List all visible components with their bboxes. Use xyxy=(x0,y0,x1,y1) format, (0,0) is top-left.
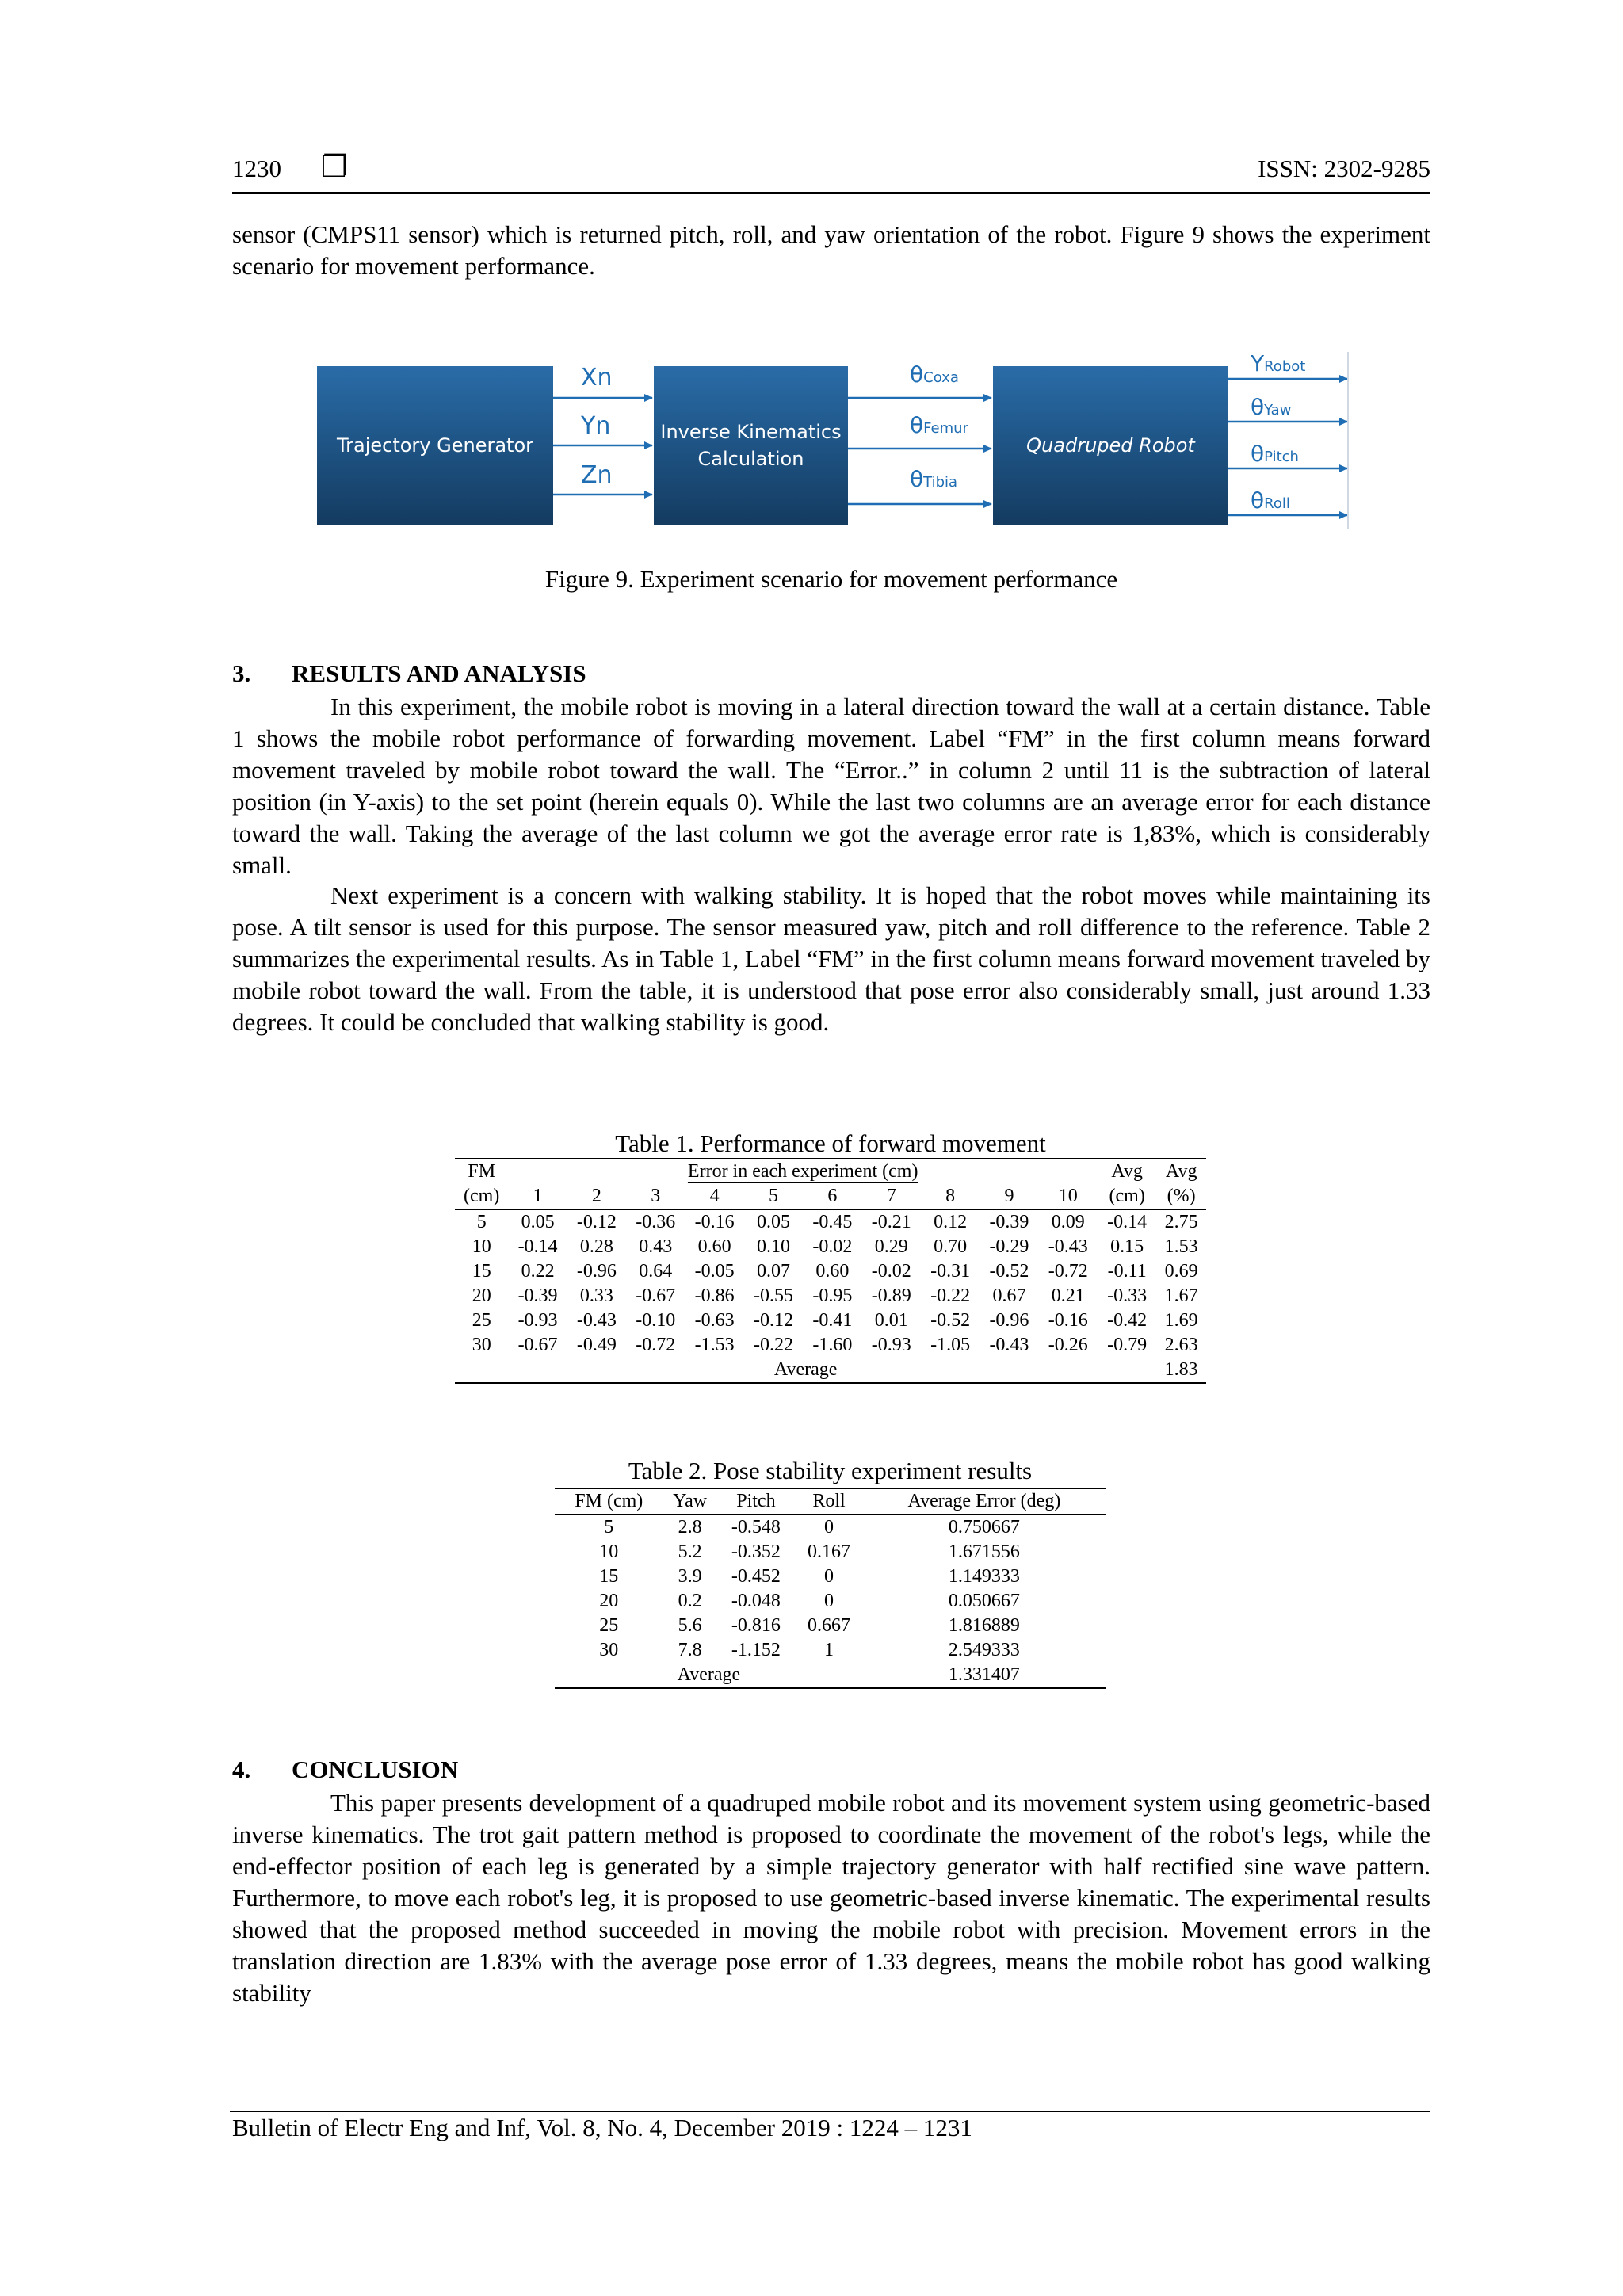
table-cell: 0.2 xyxy=(678,1591,702,1611)
table-cell: 10 xyxy=(472,1236,491,1257)
table-cell: -0.14 xyxy=(1107,1212,1148,1232)
t1-col-header: 5 xyxy=(769,1186,778,1206)
t1-h-fm-unit: (cm) xyxy=(464,1186,500,1206)
table-cell: -0.96 xyxy=(576,1261,617,1282)
table-cell: -1.05 xyxy=(930,1335,971,1355)
page-number: 1230 xyxy=(232,155,281,182)
table-cell: 0.29 xyxy=(874,1236,908,1257)
table-cell: -0.95 xyxy=(812,1286,853,1306)
label-xn: Xn xyxy=(581,364,613,392)
table-cell: 1.816889 xyxy=(948,1615,1020,1636)
table-cell: -0.29 xyxy=(989,1236,1029,1257)
label-theta-roll: θRoll xyxy=(1251,487,1290,514)
t1-h-fm: FM xyxy=(468,1161,496,1182)
table-cell: 0.10 xyxy=(757,1236,790,1257)
table-cell: 0.01 xyxy=(874,1310,908,1331)
section-3-number: 3. xyxy=(232,659,251,687)
table-cell: 0 xyxy=(823,1517,834,1538)
table-1-caption: Table 1. Performance of forward movement xyxy=(615,1129,1046,1157)
table-cell: 0.07 xyxy=(757,1261,790,1282)
table-cell: 15 xyxy=(472,1261,491,1282)
table-cell: 0.22 xyxy=(521,1261,555,1282)
table-cell: -0.72 xyxy=(636,1335,676,1355)
table-cell: -0.79 xyxy=(1107,1335,1148,1355)
table-cell: -0.02 xyxy=(812,1236,853,1257)
t2-col-header: Average Error (deg) xyxy=(907,1491,1061,1511)
section-4-title: CONCLUSION xyxy=(292,1755,459,1783)
table-cell: -0.352 xyxy=(731,1541,781,1562)
t1-col-header: 2 xyxy=(591,1186,601,1206)
table-cell: 30 xyxy=(472,1335,491,1355)
table-cell: 1.67 xyxy=(1164,1286,1198,1306)
table-cell: 20 xyxy=(472,1286,491,1306)
t1-col-header: 10 xyxy=(1058,1186,1078,1206)
table-cell: -0.39 xyxy=(989,1212,1029,1232)
table-cell: -0.72 xyxy=(1048,1261,1088,1282)
t1-col-header: (cm) xyxy=(1109,1186,1145,1206)
table-cell: -0.41 xyxy=(812,1310,853,1331)
table-cell: 25 xyxy=(599,1615,619,1636)
table-row xyxy=(555,1540,1106,1564)
table-cell: 0.21 xyxy=(1051,1286,1085,1306)
table-cell: -0.67 xyxy=(517,1335,558,1355)
table-cell: -0.36 xyxy=(636,1212,676,1232)
table-cell: -0.55 xyxy=(754,1286,793,1306)
table-cell: 3.9 xyxy=(678,1566,702,1587)
table-cell: 0.60 xyxy=(697,1236,731,1257)
section-4-paragraph: This paper presents development of a quadruped mobile robot and its movement system using geometric-based inverse kinematics. The trot gait pattern method is proposed to coordinate the movement of the robot's legs, while the end-effector position of each leg is generated by a simple trajectory generator with half rectified sine wave pattern. Furthermore, to move each robot's leg, it is proposed to use geometric-based inverse kinematic. The experimental results showed that the proposed method succeeded in moving the mobile robot with precision. Movement errors in the translation direction are 1.83% with the average pose error of 1.33 degrees, means the mobile robot has good walking stability xyxy=(232,1789,1430,2007)
label-yn: Yn xyxy=(581,412,611,440)
table-cell: 0.70 xyxy=(934,1236,968,1257)
table-cell: 2.8 xyxy=(678,1517,702,1538)
table-cell: 0.09 xyxy=(1051,1212,1085,1232)
table-cell: -0.86 xyxy=(694,1286,735,1306)
table-cell: -0.11 xyxy=(1107,1261,1147,1282)
issn: ISSN: 2302-9285 xyxy=(1258,155,1430,182)
table-row xyxy=(455,1235,1206,1259)
table-cell: -0.93 xyxy=(871,1335,911,1355)
table-cell: -0.816 xyxy=(731,1615,781,1636)
table-cell: -0.31 xyxy=(930,1261,971,1282)
t1-col-header: 9 xyxy=(1004,1186,1014,1206)
trajectory-generator-block: Trajectory Generator xyxy=(317,366,553,525)
table-cell: 15 xyxy=(599,1566,619,1587)
t2-average-label: Average xyxy=(677,1664,741,1685)
ik-line2: Calculation xyxy=(697,448,804,470)
label-theta-coxa: θCoxa xyxy=(910,361,959,388)
table-cell: -0.93 xyxy=(517,1310,558,1331)
footer-citation: Bulletin of Electr Eng and Inf, Vol. 8, No. 4, December 2019 : 1224 – 1231 xyxy=(232,2114,972,2141)
table-cell: -0.10 xyxy=(636,1310,676,1331)
table-cell: 0.05 xyxy=(757,1212,790,1232)
table-cell: 0.67 xyxy=(992,1286,1026,1306)
table-1 xyxy=(455,1158,1206,1384)
table-cell: 2.549333 xyxy=(948,1640,1020,1660)
table-2-caption: Table 2. Pose stability experiment results xyxy=(628,1457,1033,1484)
table-row xyxy=(555,1638,1106,1663)
label-y-robot: YRobot xyxy=(1251,350,1306,376)
table-cell: 0.33 xyxy=(579,1286,613,1306)
figure-arrows xyxy=(0,0,1623,555)
t1-average-value: 1.83 xyxy=(1164,1359,1198,1380)
table-cell: 2.63 xyxy=(1164,1335,1198,1355)
table-cell: 5 xyxy=(476,1212,487,1232)
table-cell: 0.43 xyxy=(639,1236,673,1257)
t2-col-header: Pitch xyxy=(736,1491,776,1511)
quadruped-robot-block: Quadruped Robot xyxy=(993,366,1228,525)
section-3-paragraph-2: Next experiment is a concern with walking stability. It is hoped that the robot moves while maintaining its pose. A tilt sensor is used for this purpose. The sensor measured yaw, pitch and roll difference to the reference. Table 2 summarizes the experimental results. As in Table 1, Label “FM” in the first column means forward movement traveled by mobile robot toward the wall. From the table, it is understood that pose error also considerably small, just around 1.33 degrees. It could be concluded that walking stability is good. xyxy=(232,881,1430,1036)
table-row xyxy=(455,1259,1206,1284)
table-cell: 1 xyxy=(823,1640,834,1660)
table-cell: 0.12 xyxy=(934,1212,968,1232)
table-cell: 0.64 xyxy=(639,1261,673,1282)
t1-col-header: 8 xyxy=(945,1186,956,1206)
table-cell: 0.28 xyxy=(579,1236,613,1257)
t2-col-header: Yaw xyxy=(673,1491,708,1511)
table-cell: 0.050667 xyxy=(948,1591,1020,1611)
t1-col-header: (%) xyxy=(1167,1186,1196,1206)
table-cell: -0.43 xyxy=(576,1310,617,1331)
t1-col-header: 4 xyxy=(709,1186,720,1206)
table-cell: -1.53 xyxy=(694,1335,735,1355)
table-cell: 0.05 xyxy=(521,1212,555,1232)
table-cell: -0.96 xyxy=(989,1310,1029,1331)
table-row xyxy=(455,1333,1206,1358)
figure-caption: Figure 9. Experiment scenario for movement performance xyxy=(544,565,1118,593)
table-cell: 0.15 xyxy=(1110,1236,1144,1257)
t2-col-header: FM (cm) xyxy=(575,1491,643,1511)
table-cell: 10 xyxy=(599,1541,619,1562)
table-cell: -0.43 xyxy=(989,1335,1029,1355)
label-theta-tibia: θTibia xyxy=(910,466,958,492)
t1-h-error: Error in each experiment (cm) xyxy=(687,1161,918,1182)
table-cell: -0.05 xyxy=(694,1261,735,1282)
t1-col-header: 7 xyxy=(886,1186,896,1206)
table-row xyxy=(555,1589,1106,1614)
table-cell: -0.452 xyxy=(731,1566,781,1587)
table-cell: -0.52 xyxy=(989,1261,1029,1282)
table-cell: 0 xyxy=(823,1566,834,1587)
table-cell: -0.52 xyxy=(930,1310,971,1331)
table-cell: -0.49 xyxy=(576,1335,617,1355)
footer-rule xyxy=(230,2111,1430,2112)
table-cell: 5.6 xyxy=(678,1615,702,1636)
t1-col-header: 1 xyxy=(533,1186,543,1206)
label-theta-yaw: θYaw xyxy=(1251,394,1292,420)
table-cell: -1.60 xyxy=(812,1335,853,1355)
t1-h-avg-pct: Avg xyxy=(1165,1161,1197,1182)
table-cell: 1.149333 xyxy=(948,1566,1020,1587)
table-cell: -0.42 xyxy=(1107,1310,1148,1331)
table-cell: 5.2 xyxy=(678,1541,702,1562)
table-cell: 0.167 xyxy=(807,1541,850,1562)
table-cell: -0.39 xyxy=(517,1286,558,1306)
label-theta-femur: θFemur xyxy=(910,412,968,438)
table-cell: -1.152 xyxy=(731,1640,781,1660)
table-cell: -0.63 xyxy=(694,1310,735,1331)
table-cell: 0.750667 xyxy=(948,1517,1020,1538)
table-cell: 2.75 xyxy=(1164,1212,1198,1232)
table-row xyxy=(555,1564,1106,1589)
t1-col-header: 3 xyxy=(651,1186,661,1206)
label-zn: Zn xyxy=(581,461,613,489)
table-cell: -0.12 xyxy=(754,1310,793,1331)
ik-line1: Inverse Kinematics xyxy=(660,421,842,443)
table-cell: -0.45 xyxy=(812,1212,853,1232)
table-row xyxy=(455,1209,1206,1235)
table-cell: -0.16 xyxy=(694,1212,735,1232)
table-row xyxy=(455,1284,1206,1308)
table-cell: -0.12 xyxy=(576,1212,617,1232)
label-theta-pitch: θPitch xyxy=(1251,441,1299,467)
table-cell: -0.16 xyxy=(1048,1310,1088,1331)
table-cell: -0.67 xyxy=(636,1286,676,1306)
t1-h-avg-cm: Avg xyxy=(1111,1161,1143,1182)
table-cell: 1.69 xyxy=(1164,1310,1198,1331)
t1-average-label: Average xyxy=(773,1359,838,1380)
table-cell: 0 xyxy=(823,1591,834,1611)
table-cell: 7.8 xyxy=(678,1640,702,1660)
table-row xyxy=(555,1515,1106,1540)
table-cell: -0.33 xyxy=(1107,1286,1148,1306)
table-cell: -0.43 xyxy=(1048,1236,1088,1257)
header-symbol-icon: ❐ xyxy=(321,149,349,184)
section-3-title: RESULTS AND ANALYSIS xyxy=(292,659,586,687)
table-cell: 5 xyxy=(604,1517,614,1538)
table-cell: 1.671556 xyxy=(948,1541,1020,1562)
table-cell: -0.22 xyxy=(930,1286,971,1306)
table-cell: 0.69 xyxy=(1164,1261,1198,1282)
table-row xyxy=(455,1308,1206,1333)
table-cell: 0.60 xyxy=(815,1261,850,1282)
section-4-number: 4. xyxy=(232,1755,251,1783)
table-cell: -0.89 xyxy=(871,1286,911,1306)
table-cell: -0.02 xyxy=(871,1261,911,1282)
table-cell: -0.548 xyxy=(731,1517,781,1538)
table-cell: 0.667 xyxy=(807,1615,850,1636)
table-cell: -0.14 xyxy=(517,1236,558,1257)
table-cell: -0.048 xyxy=(731,1591,781,1611)
table-cell: -0.26 xyxy=(1048,1335,1088,1355)
section-3-paragraph-1: In this experiment, the mobile robot is moving in a lateral direction toward the wall at a certain distance. Table 1 shows the mobile robot performance of forwarding movement. Label “FM” in the first column means forward movement traveled by mobile robot toward the wall. The “Error..” in column 2 until 11 is the subtraction of lateral position (in Y-axis) to the set point (herein equals 0). While the last two columns are an average error for each distance toward the wall. Taking the average of the last column we got the average error rate is 1,83%, which is considerably small. xyxy=(232,693,1430,879)
t2-col-header: Roll xyxy=(812,1491,846,1511)
table-cell: -0.21 xyxy=(871,1212,911,1232)
t1-col-header: 6 xyxy=(827,1186,838,1206)
table-cell: -0.22 xyxy=(754,1335,793,1355)
t2-average-value: 1.331407 xyxy=(948,1664,1020,1685)
table-cell: 25 xyxy=(472,1310,491,1331)
table-cell: 20 xyxy=(599,1591,619,1611)
table-2 xyxy=(555,1488,1106,1689)
table-cell: 30 xyxy=(599,1640,619,1660)
intro-paragraph: sensor (CMPS11 sensor) which is returned pitch, roll, and yaw orientation of the robot. Figure 9 shows the experiment scenario for movement performance. xyxy=(232,220,1430,280)
table-cell: 1.53 xyxy=(1164,1236,1198,1257)
table-row xyxy=(555,1614,1106,1638)
